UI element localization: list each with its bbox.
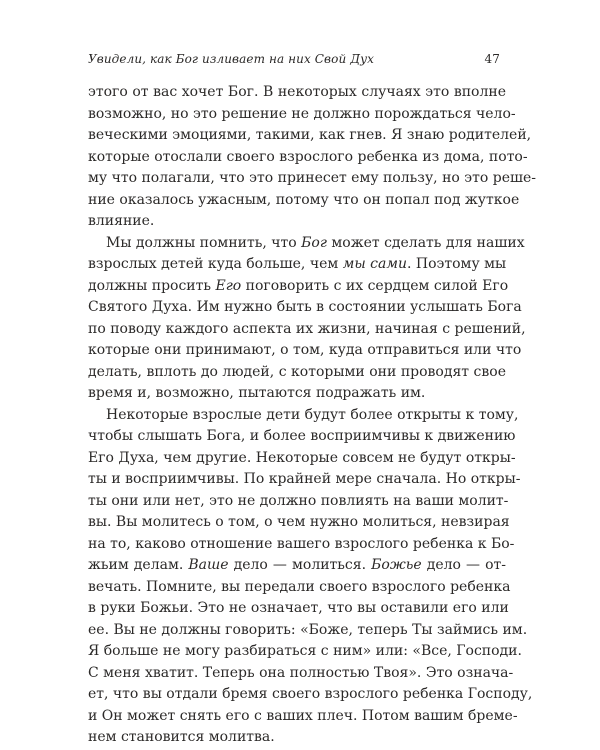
text-line: [88, 706, 518, 728]
text-run: дело — молиться.: [228, 557, 372, 573]
text-run: ты они или нет, это не должно повлиять на ваши молит-: [88, 492, 509, 509]
text-run: . Поэтому мы: [407, 256, 507, 272]
text-run: Мы должны помнить, что: [106, 234, 302, 251]
text-line: [88, 534, 515, 556]
text-line: [88, 727, 506, 749]
text-run: может сделать для наших: [326, 234, 525, 251]
text-run: время и, возможно, пытаются подражать им.: [88, 385, 426, 401]
text-line: [88, 512, 510, 534]
text-line: [88, 620, 528, 642]
text-line: [88, 276, 509, 298]
text-line: [88, 448, 516, 470]
text-line: [88, 383, 506, 405]
text-run: ние оказалось ужасным, потому что он попал под жуткое: [88, 191, 520, 208]
italic-emphasis: Божье: [371, 557, 422, 573]
text-run: возможно, но это решение не должно порождаться чело-: [88, 105, 516, 122]
text-line: [88, 469, 521, 491]
text-run: веческими эмоциями, такими, как гнев. Я знаю родителей,: [88, 127, 532, 143]
text-run: ее. Вы не должны говорить: «Боже, теперь Ты займись им.: [88, 621, 528, 638]
text-line: [88, 190, 520, 212]
text-run: ет, что вы отдали бремя своего взрослого ребенка Господу,: [88, 686, 533, 702]
text-line: [88, 577, 511, 599]
text-run: взрослых детей куда больше, чем: [88, 256, 343, 272]
page-number: 47: [484, 52, 500, 66]
text-run: и Он может снять его с ваших плеч. Потом вашим бреме-: [88, 707, 518, 724]
text-line: [88, 491, 509, 513]
text-line: [88, 104, 516, 126]
text-run: жьим делам.: [88, 557, 189, 573]
text-run: Я больше не могу разбираться с ним» или: «Все, Господи.: [88, 643, 522, 659]
italic-emphasis: мы сами: [342, 256, 407, 272]
italic-emphasis: Его: [215, 277, 242, 294]
text-run: поговорить с их сердцем силой Его: [241, 277, 509, 294]
text-line: [88, 147, 528, 169]
text-line: [88, 125, 532, 147]
text-line: [88, 641, 522, 663]
paragraph: [88, 233, 526, 405]
text-line: [88, 319, 526, 341]
text-line: [88, 684, 533, 706]
paragraph: [88, 82, 537, 233]
italic-emphasis: Бог: [301, 234, 327, 251]
text-line: [88, 211, 506, 233]
body-text: [88, 82, 537, 749]
text-run: в руки Божьи. Это не означает, что вы оставили его или: [88, 600, 509, 616]
text-run: нем становится молитва.: [88, 729, 275, 745]
text-line: [88, 340, 522, 362]
text-line: [88, 663, 514, 685]
text-run: должны просить: [88, 277, 216, 294]
text-run: на то, каково отношение вашего взрослого ребенка к Бо-: [88, 535, 515, 552]
text-run: Некоторые взрослые дети будут более открыты к тому,: [106, 406, 519, 423]
text-run: этого от вас хочет Бог. В некоторых случаях это вполне: [88, 84, 506, 100]
text-run: Святого Духа. Им нужно быть в состоянии услышать Бога: [88, 299, 522, 315]
text-run: вы. Вы молитесь о том, о чем нужно молиться, невзирая: [88, 514, 510, 530]
text-line: [88, 168, 537, 190]
text-run: му что полагали, что это принесет ему пользу, но это реше-: [88, 170, 537, 186]
text-line: [88, 82, 506, 104]
text-line: [88, 598, 509, 620]
text-run: делать, вплоть до людей, с которыми они проводят свое: [88, 363, 506, 380]
text-line: [88, 426, 516, 448]
text-run: ты и восприимчивы. По крайней мере сначала. Но откры-: [88, 471, 521, 487]
running-header: [88, 52, 500, 72]
text-run: С меня хватит. Теперь она полностью Твоя». Это означа-: [88, 664, 514, 681]
text-run: вечать. Помните, вы передали своего взрослого ребенка: [88, 578, 511, 595]
running-title: Увидели, как Бог изливает на них Свой Дух: [88, 52, 374, 66]
text-line: [88, 405, 519, 427]
text-run: влияние.: [88, 213, 155, 229]
text-run: чтобы слышать Бога, и более восприимчивы к движению: [88, 428, 516, 444]
text-run: по поводу каждого аспекта их жизни, начиная с решений,: [88, 320, 526, 337]
text-run: которые они принимают, о том, куда отправиться или что: [88, 342, 522, 358]
text-run: которые отослали своего взрослого ребенка из дома, пото-: [88, 148, 528, 165]
paragraph: [88, 405, 533, 749]
italic-emphasis: Ваше: [188, 557, 229, 573]
text-line: [88, 233, 525, 255]
text-run: Его Духа, чем другие. Некоторые совсем не будут откры-: [88, 449, 516, 466]
text-line: [88, 254, 506, 276]
text-line: [88, 555, 506, 577]
text-line: [88, 362, 506, 384]
text-run: дело — от-: [421, 557, 507, 573]
text-line: [88, 297, 522, 319]
